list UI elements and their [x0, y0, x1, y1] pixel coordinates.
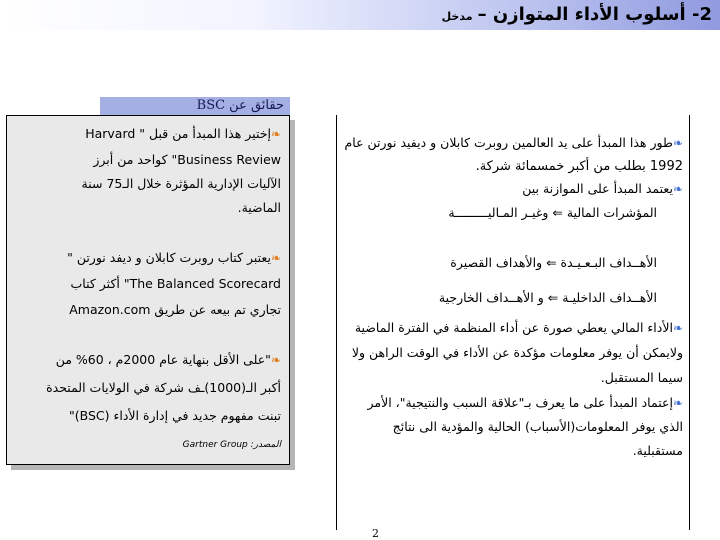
- facts-text-1: إختير هذا المبدأ من قبل " Harvard: [85, 126, 271, 141]
- facts-text-2: Business Review" كواحد من أبرز: [93, 152, 281, 167]
- desc-text-9: سيما المستقبل.: [600, 370, 683, 385]
- desc-text-8: ولايمكن أن يوفر معلومات مؤكدة عن الأداء في الوقت الراهن ولا: [351, 345, 683, 360]
- source-note: المصدر: Gartner Group: [182, 440, 281, 450]
- desc-text-4: المؤشرات المالية ⇐ وغيـر المـاليـــــــــة: [448, 205, 657, 220]
- facts-line-8: [56, 352, 281, 368]
- desc-line-3: [522, 181, 683, 197]
- facts-text-8: "على الأقل بنهاية عام 2000م ، 60% من: [55, 352, 271, 367]
- slide-title: [442, 4, 712, 25]
- facts-panel: [6, 115, 290, 465]
- facts-line-1: [85, 126, 281, 142]
- leaf-bullet-icon: ❧: [270, 251, 281, 265]
- page-number: 2: [372, 527, 379, 540]
- facts-text-6: The Balanced Scorecard" أكثر كتاب: [70, 276, 281, 291]
- facts-text-5: يعتبر كتاب روبرت كابلان و ديفد نورتن ": [67, 250, 271, 265]
- leaf-bullet-icon: ❧: [270, 353, 281, 367]
- facts-text-3: الآليات الإدارية المؤثرة خلال الـ75 سنة: [81, 176, 281, 191]
- desc-text-3: يعتمد المبدأ على الموازنة بين: [522, 181, 673, 196]
- desc-text-6: الأهــداف الداخليـة ⇐ و الأهــداف الخارجية: [438, 290, 657, 305]
- desc-text-10: إعتماد المبدأ على ما يعرف بـ"علاقة السبب والنتيجية"، الأمر: [367, 395, 673, 410]
- facts-text-7: تجاري تم بيعه عن طريق Amazon.com: [69, 302, 281, 317]
- facts-text-9: أكبر الـ(1000)ـف شركة في الولايات المتحدة: [46, 380, 281, 395]
- slide-title-main: 2- أسلوب الأداء المتوازن –: [477, 4, 712, 25]
- facts-text-10: تبنت مفهوم جديد في إدارة الأداء (BSC)": [68, 408, 281, 423]
- desc-line-10: [368, 395, 683, 411]
- desc-text-7: الأداء المالي يعطي صورة عن أداء المنظمة في الفترة الماضية: [354, 320, 673, 335]
- facts-line-5: [67, 250, 281, 266]
- slide-title-sub: مدخل: [441, 10, 473, 23]
- leaf-bullet-icon: ❧: [672, 136, 683, 150]
- facts-tab-label: حقائق عن BSC: [100, 97, 290, 115]
- desc-text-1: طور هذا المبدأ على يد العالمين روبرت كابلان و ديفيد نورتن عام: [344, 135, 673, 150]
- desc-text-5: الأهــداف البـعـيـدة ⇐ والأهداف القصيرة: [450, 255, 657, 270]
- leaf-bullet-icon: ❧: [672, 396, 683, 410]
- desc-line-1: [345, 135, 683, 151]
- leaf-bullet-icon: ❧: [270, 127, 281, 141]
- description-panel: [336, 115, 690, 530]
- desc-text-12: مستقبلية.: [632, 443, 683, 458]
- desc-text-2: 1992 بطلب من أكبر خمسمائة شركة.: [475, 159, 683, 174]
- leaf-bullet-icon: ❧: [672, 321, 683, 335]
- desc-line-7: [355, 320, 683, 336]
- leaf-bullet-icon: ❧: [672, 182, 683, 196]
- facts-text-4: الماضية.: [237, 200, 281, 215]
- desc-text-11: الذي يوفر المعلومات(الأسباب) الحالية والمؤدية الى نتائج: [392, 419, 683, 434]
